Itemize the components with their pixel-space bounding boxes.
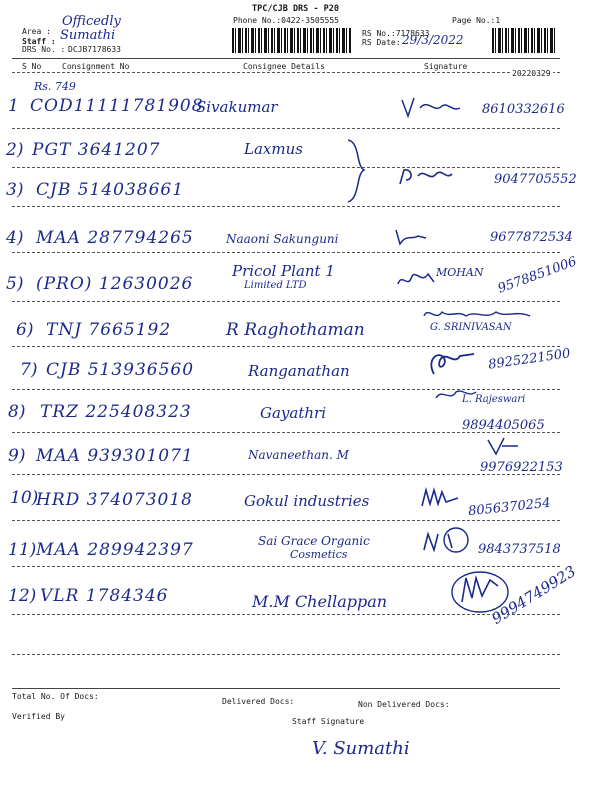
row-sno: 9) bbox=[8, 446, 26, 466]
row-consignee: Ranganathan bbox=[248, 362, 350, 380]
row-consignee: Naaoni Sakunguni bbox=[226, 232, 339, 246]
row-sno: 12) bbox=[8, 586, 37, 606]
blank-rule bbox=[12, 654, 560, 655]
row-rule bbox=[12, 520, 560, 521]
row-extra: L. Rajeswari bbox=[462, 394, 526, 405]
row-consignment: MAA 939301071 bbox=[36, 446, 194, 466]
delivered-docs-label: Delivered Docs: bbox=[222, 697, 295, 706]
signature-mark bbox=[398, 94, 468, 120]
row-phone: 9894405065 bbox=[462, 418, 545, 433]
row-consignment: CJB 514038661 bbox=[36, 180, 185, 200]
row-consignment: HRD 374073018 bbox=[36, 490, 194, 510]
row-rule bbox=[12, 474, 560, 475]
signature-mark bbox=[446, 566, 516, 616]
row-rule bbox=[12, 614, 560, 615]
col-sno: S No bbox=[22, 62, 42, 71]
row-extra: G. SRINIVASAN bbox=[430, 322, 512, 333]
verified-by-label: Verified By bbox=[12, 712, 65, 721]
row-consignment: CJB 513936560 bbox=[46, 360, 195, 380]
staff-signature: V. Sumathi bbox=[312, 738, 410, 759]
row-consignee: R Raghothaman bbox=[226, 320, 365, 340]
row-consignee: Sai Grace Organic bbox=[258, 534, 370, 548]
row-consignment: COD11111781908 bbox=[30, 96, 204, 116]
row-phone: 9976922153 bbox=[480, 460, 563, 475]
row-consignment: (PRO) 12630026 bbox=[36, 274, 194, 294]
total-note: Rs. 749 bbox=[34, 80, 76, 93]
row-rule bbox=[12, 301, 560, 302]
row-rule bbox=[12, 252, 560, 253]
signature-mark bbox=[394, 266, 438, 292]
row-phone: 9047705552 bbox=[494, 172, 577, 187]
brace-mark bbox=[340, 136, 380, 206]
area-label: Area : bbox=[22, 27, 51, 36]
row-phone: 9843737518 bbox=[478, 542, 561, 557]
row-phone: 8610332616 bbox=[482, 102, 565, 117]
rs-date-label: RS Date: bbox=[362, 38, 401, 47]
total-docs-label: Total No. Of Docs: bbox=[12, 692, 99, 701]
drs-value: DCJB7178633 bbox=[68, 45, 121, 54]
row-consignment: MAA 287794265 bbox=[36, 228, 194, 248]
signature-mark bbox=[392, 226, 432, 248]
page-number: Page No.:1 bbox=[452, 16, 501, 25]
date-stamp: 20220329 bbox=[512, 69, 551, 78]
header-rule bbox=[12, 58, 560, 59]
row-extra: MOHAN bbox=[436, 266, 484, 279]
columns-rule bbox=[12, 72, 560, 73]
staff-signature-label: Staff Signature bbox=[292, 717, 365, 726]
rs-date-value: 29/3/2022 bbox=[402, 33, 464, 47]
area-value: Officedly bbox=[62, 14, 121, 29]
row-sno: 8) bbox=[8, 402, 26, 422]
drs-label: DRS No. : bbox=[22, 45, 66, 54]
row-sno: 2) bbox=[6, 140, 24, 160]
row-consignee: Gayathri bbox=[260, 404, 326, 422]
row-consignment: TNJ 7665192 bbox=[46, 320, 172, 340]
row-consignee: Laxmus bbox=[244, 140, 303, 158]
row-consignee-line2: Cosmetics bbox=[290, 548, 348, 561]
row-rule bbox=[12, 167, 560, 168]
row-consignee: Gokul industries bbox=[244, 492, 370, 510]
col-consignment: Consignment No bbox=[62, 62, 130, 71]
signature-mark bbox=[432, 384, 482, 404]
document-title: TPC/CJB DRS - P20 bbox=[252, 4, 339, 14]
row-consignee: Sivakumar bbox=[196, 98, 278, 116]
row-rule bbox=[12, 128, 560, 129]
footer-rule bbox=[12, 688, 560, 689]
rs-number: RS No.:7178633 bbox=[362, 29, 430, 38]
row-rule bbox=[12, 206, 560, 207]
row-phone: 8925221500 bbox=[487, 346, 572, 373]
signature-mark bbox=[418, 484, 462, 510]
signature-mark bbox=[484, 434, 524, 458]
row-sno: 1 bbox=[8, 96, 19, 116]
row-phone: 9578851006 bbox=[495, 254, 579, 297]
row-consignee: M.M Chellappan bbox=[252, 592, 388, 611]
col-signature: Signature bbox=[424, 62, 468, 71]
row-sno: 3) bbox=[6, 180, 24, 200]
row-sno: 10) bbox=[10, 488, 39, 508]
row-phone: 9677872534 bbox=[490, 230, 573, 245]
signature-mark bbox=[420, 304, 540, 324]
signature-mark bbox=[420, 524, 472, 558]
row-sno: 7) bbox=[20, 360, 38, 380]
row-phone: 9994749923 bbox=[488, 562, 579, 628]
col-consignee: Consignee Details bbox=[243, 62, 325, 71]
row-sno: 11) bbox=[8, 540, 37, 560]
barcode-left bbox=[232, 28, 352, 53]
row-consignment: MAA 289942397 bbox=[36, 540, 194, 560]
signature-mark bbox=[396, 164, 456, 192]
row-phone: 8056370254 bbox=[467, 495, 552, 520]
row-consignment: TRZ 225408323 bbox=[40, 402, 192, 422]
non-delivered-docs-label: Non Delivered Docs: bbox=[358, 700, 450, 709]
barcode-right bbox=[492, 28, 557, 53]
row-consignee: Pricol Plant 1 bbox=[232, 262, 335, 280]
row-consignment: VLR 1784346 bbox=[40, 586, 169, 606]
row-consignment: PGT 3641207 bbox=[32, 140, 161, 160]
row-sno: 6) bbox=[16, 320, 34, 340]
row-sno: 4) bbox=[6, 228, 24, 248]
staff-label: Staff : bbox=[22, 37, 56, 46]
staff-value: Sumathi bbox=[60, 28, 116, 43]
phone-number: Phone No.:0422-3505555 bbox=[233, 16, 339, 25]
row-sno: 5) bbox=[6, 274, 24, 294]
row-consignee-line2: Limited LTD bbox=[244, 280, 307, 291]
signature-mark bbox=[424, 346, 484, 380]
row-rule bbox=[12, 432, 560, 433]
row-consignee: Navaneethan. M bbox=[248, 448, 349, 462]
